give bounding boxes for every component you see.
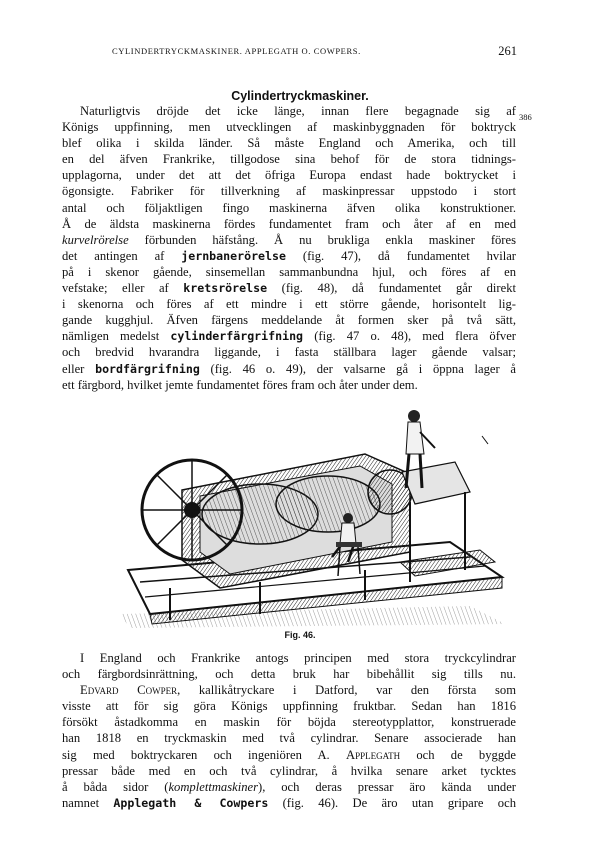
margin-number: 386 bbox=[519, 112, 532, 122]
bold-term: kretsrörelse bbox=[183, 281, 268, 296]
paragraph-1 bbox=[62, 103, 516, 393]
text-run: (fig. 48), då fundamentet går direkt bbox=[267, 281, 516, 296]
bold-term: Applegath & Cowpers bbox=[113, 795, 269, 810]
text-line: visste att för sig göra Königs uppfinning fruktbar. Sedan han 1816 bbox=[62, 699, 516, 714]
text-run: (fig. 47), då fundamentet hvilar bbox=[285, 248, 516, 263]
text-line: gande kugghjul. Äfven färgens meddelande åt formen sker på två sätt, bbox=[62, 313, 516, 328]
text-line: blef olika i skilda länder. Så måste England och Amerika, och till bbox=[62, 136, 516, 151]
page-number: 261 bbox=[498, 44, 517, 58]
text-line bbox=[62, 361, 516, 377]
bold-term: bordfärgrifning bbox=[95, 361, 200, 376]
text-line bbox=[62, 682, 516, 698]
text-line bbox=[62, 779, 516, 795]
text-line: upplagorna, under det att det öfriga Europa endast hade boktrycket i bbox=[62, 168, 516, 183]
text-run: förbunden häfstång. Å nu brukliga enkla maskiner föres bbox=[128, 232, 516, 247]
bold-term: jernbanerörelse bbox=[181, 248, 286, 263]
text-line: och bredvid hvarandra liggande, i fasta ställbara lager gående valsar; bbox=[62, 345, 516, 360]
text-line: på i skenor gående, sinsemellan sammanbundna hjul, och föres af en bbox=[62, 264, 516, 279]
text-run: eller bbox=[62, 361, 96, 376]
running-title: CYLINDERTRYCKMASKINER. APPLEGATH O. COWPERS. bbox=[112, 46, 361, 56]
text-line: Königs uppfinning, men utvecklingen af maskinbyggnaden för boktryck bbox=[62, 120, 516, 135]
italic-term: komplettmaskiner bbox=[168, 779, 258, 794]
text-line bbox=[62, 280, 516, 296]
author-name: Applegath bbox=[345, 747, 401, 762]
printing-press-engraving bbox=[110, 392, 510, 630]
text-line: pressar både med en och två cylindrar, å hvilka senare arket tycktes bbox=[62, 763, 516, 778]
text-run: det antingen af bbox=[62, 248, 182, 263]
text-line: och färgbordsinrättning, och detta bruk har bibehållit sig tills nu. bbox=[62, 667, 516, 682]
text-line: Å de äldsta maskinerna fördes fundamentet fram och åter af en med bbox=[62, 216, 516, 231]
text-line: ögonsigte. Fabriker för tillverkning af maskinpressar uppstodo i stort bbox=[62, 184, 516, 199]
text-run: , kallikåtryckare i Datford, var den första som bbox=[177, 683, 516, 698]
text-run: namnet bbox=[62, 795, 114, 810]
text-line bbox=[62, 747, 516, 763]
text-line: Naturligtvis dröjde det icke länge, innan flere begagnade sig af bbox=[80, 104, 516, 118]
text-run: nämligen medelst bbox=[62, 329, 171, 344]
text-line bbox=[62, 232, 516, 248]
text-line: ett färgbord, hvilket jemte fundamentet föres fram och åter under dem. bbox=[62, 377, 418, 392]
text-run: sig med boktryckaren och ingeniören A. bbox=[62, 747, 346, 762]
text-line: en del äfven Frankrike, tillgodose sina behof för de stora tidnings- bbox=[62, 152, 516, 167]
text-line bbox=[62, 795, 516, 811]
text-line: antal och följaktligen fingo maskinerna äfven olika konstruktioner. bbox=[62, 200, 516, 215]
italic-term: kurvelrörelse bbox=[62, 232, 129, 247]
text-run: och de byggde bbox=[400, 747, 517, 762]
text-line bbox=[62, 248, 516, 264]
text-run: (fig. 46). De äro utan gripare och bbox=[268, 795, 516, 810]
text-line: försökt åstadkomma en maskin för böjda stereotypplattor, konstruerade bbox=[62, 715, 516, 730]
text-run: å båda sidor ( bbox=[62, 779, 169, 794]
text-run: (fig. 47 o. 48), med flera öfver bbox=[303, 329, 516, 344]
text-run: vefstake; eller af bbox=[62, 281, 184, 296]
text-line: han 1818 en tryckmaskin med två cylindrar. Senare associerade han bbox=[62, 731, 516, 746]
figure-caption: Fig. 46. bbox=[284, 630, 316, 640]
author-name: Edvard Cowper bbox=[80, 683, 178, 698]
text-run: (fig. 46 o. 49), der valsarne gå i öppna lager å bbox=[199, 361, 516, 376]
text-run: ), och deras pressar äro kända under bbox=[258, 779, 516, 794]
text-line: I England och Frankrike antogs principen med stora tryckcylindrar bbox=[80, 651, 516, 665]
text-line: i skenorna och föres af ett mindre i ett större gående, horisontelt lig- bbox=[62, 297, 516, 312]
paragraph-2 bbox=[62, 650, 516, 811]
bold-term: cylinderfärgrifning bbox=[170, 329, 304, 344]
section-title: Cylindertryckmaskiner. bbox=[231, 89, 369, 103]
text-line bbox=[62, 328, 516, 344]
